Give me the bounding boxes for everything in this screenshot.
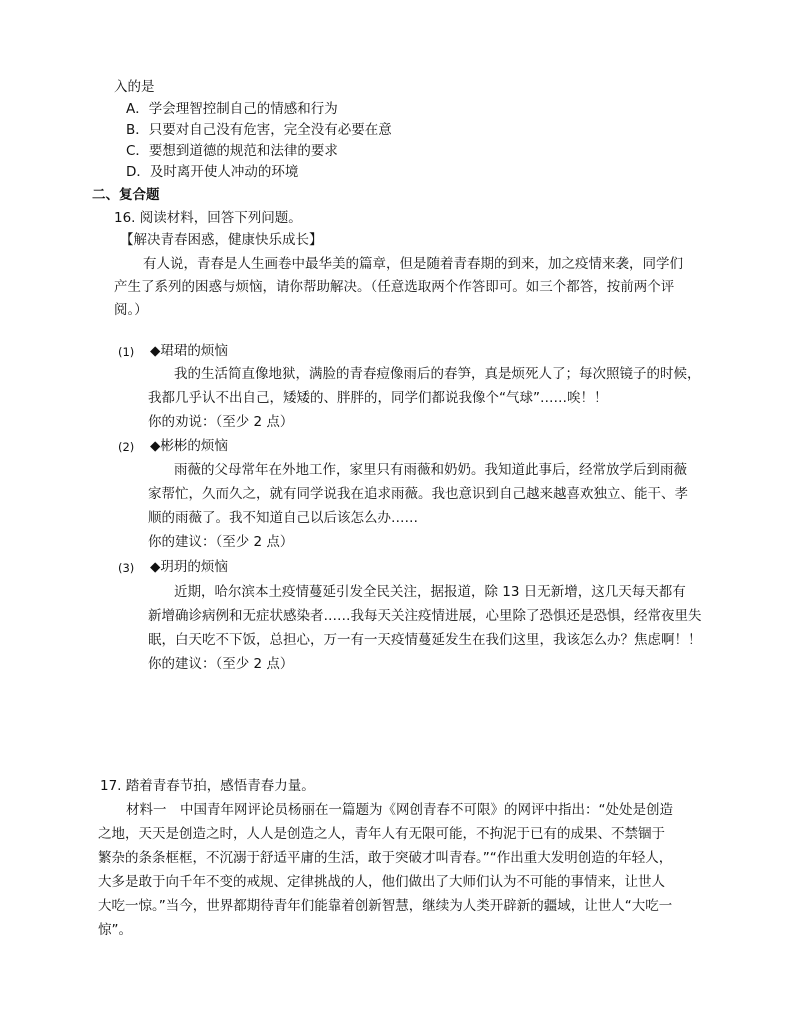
- answer-prompt: 你的劝说：（至少 2 点）: [148, 414, 294, 430]
- item-text-line: 家帮忙，久而久之，就有同学说我在追求雨薇。我也意识到自己越来越喜欢独立、能干、孝: [148, 486, 688, 502]
- item-number: (1): [118, 345, 135, 359]
- q15-option-b: B．只要对自己没有危害，完全没有必要在意: [126, 122, 392, 138]
- item-title: ◆彬彬的烦恼: [150, 438, 228, 454]
- q15-stem-tail: 入的是: [114, 79, 155, 95]
- q16-subtitle: 【解决青春困惑，健康快乐成长】: [120, 232, 323, 248]
- item-number: (2): [118, 440, 135, 454]
- q17-stem: 17. 踏着青春节拍，感悟青春力量。: [100, 778, 315, 794]
- item-text-line: 新增确诊病例和无症状感染者……我每天关注疫情进展，心里除了恐惧还是恐惧，经常夜里失: [148, 608, 702, 624]
- q15-option-a: A．学会理智控制自己的情感和行为: [126, 101, 338, 117]
- item-text-line: 我都几乎认不出自己，矮矮的、胖胖的，同学们都说我像个“气球”……唉！！: [148, 390, 608, 406]
- q17-material-line: 之地，天天是创造之时，人人是创造之人，青年人有无限可能，不拘泥于已有的成果、不禁锢于: [98, 826, 665, 842]
- q16-intro-line: 阅。）: [114, 302, 148, 318]
- q17-material-line: 惊”。: [98, 922, 132, 938]
- q17-material-line: 材料一 中国青年网评论员杨丽在一篇题为《网创青春不可限》的网评中指出：“处处是创造: [126, 802, 673, 818]
- item-text-line: 雨薇的父母常年在外地工作，家里只有雨薇和奶奶。我知道此事后，经常放学后到雨薇: [174, 462, 687, 478]
- item-number: (3): [118, 561, 135, 575]
- item-text-line: 近期，哈尔滨本土疫情蔓延引发全民关注，据报道，除 13 日无新增，这几天每天都有: [174, 584, 686, 600]
- answer-prompt: 你的建议：（至少 2 点）: [148, 534, 294, 550]
- section-title: 二、复合题: [92, 187, 160, 203]
- q17-material-line: 大吃一惊。”当今，世界都期待青年们能靠着创新智慧，继续为人类开辟新的疆域，让世人“大吃一: [98, 898, 673, 914]
- item-title: ◆玥玥的烦恼: [150, 559, 228, 575]
- item-text-line: 我的生活简直像地狱，满脸的青春痘像雨后的春笋，真是烦死人了；每次照镜子的时候，: [174, 366, 701, 382]
- item-text-line: 眠，白天吃不下饭，总担心，万一有一天疫情蔓延发生在我们这里，我该怎么办？焦虑啊！！: [148, 632, 702, 648]
- q15-option-d: D．及时离开使人冲动的环境: [126, 164, 299, 180]
- item-title: ◆珺珺的烦恼: [150, 343, 228, 359]
- answer-prompt: 你的建议：（至少 2 点）: [148, 656, 294, 672]
- q16-stem: 16. 阅读材料，回答下列问题。: [114, 210, 302, 226]
- item-text-line: 顺的雨薇了。我不知道自己以后该怎么办……: [148, 510, 418, 526]
- q15-option-c: C．要想到道德的规范和法律的要求: [126, 143, 338, 159]
- q17-material-line: 大多是敢于向千年不变的戒规、定律挑战的人，他们做出了大师们认为不可能的事情来，让世人: [98, 874, 665, 890]
- q17-material-line: 繁杂的条条框框，不沉溺于舒适平庸的生活，敢于突破才叫青春。”“作出重大发明创造的年轻人，: [98, 850, 673, 866]
- q16-intro-line: 产生了系列的困惑与烦恼，请你帮助解决。（任意选取两个作答即可。如三个都答，按前两个评: [114, 279, 675, 295]
- q16-intro-line: 有人说，青春是人生画卷中最华美的篇章，但是随着青春期的到来，加之疫情来袭，同学们: [143, 256, 683, 272]
